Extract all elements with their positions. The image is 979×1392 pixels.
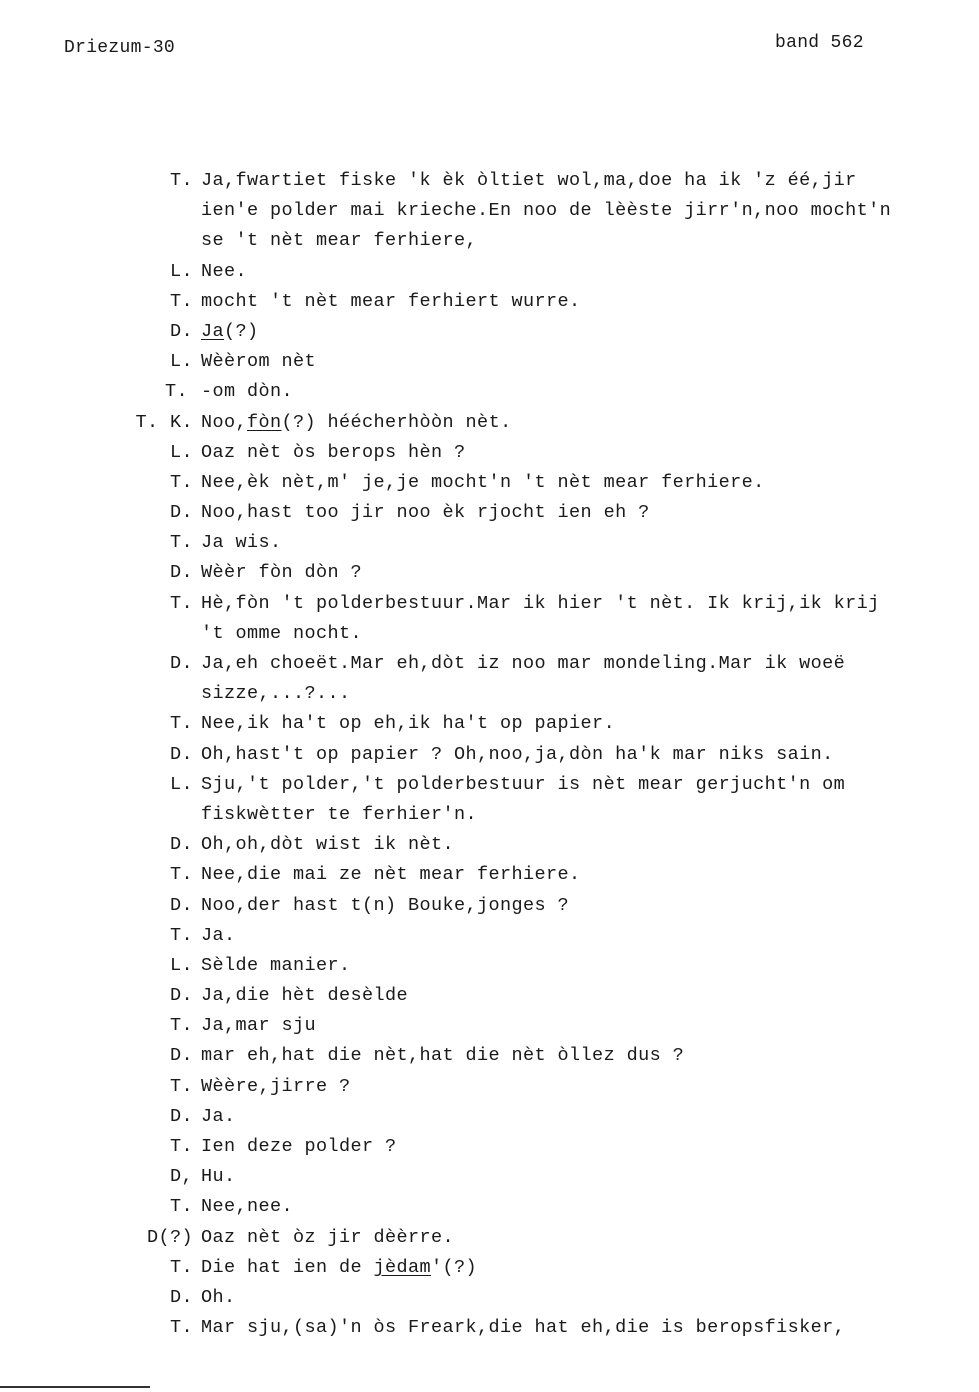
utterance-text xyxy=(201,287,581,317)
text-segment: Hè,fòn 't polderbestuur.Mar ik hier 't nèt. Ik krij,ik krij xyxy=(201,592,880,614)
text-segment: Wèèr fòn dòn ? xyxy=(201,562,363,584)
speaker-label: T. xyxy=(169,1075,193,1097)
utterance-text xyxy=(201,1102,236,1132)
transcript-line xyxy=(0,709,979,739)
utterance-text xyxy=(201,498,650,528)
transcript-line xyxy=(0,1192,979,1222)
transcript-line xyxy=(0,468,979,498)
text-segment: Ja. xyxy=(201,924,236,946)
text-segment: Wèèrom nèt xyxy=(201,351,317,373)
transcript-line xyxy=(0,498,979,528)
transcript-line xyxy=(0,226,979,256)
transcript-line xyxy=(0,1283,979,1313)
speaker-label: T. xyxy=(169,1317,193,1339)
transcript-line xyxy=(0,287,979,317)
transcript xyxy=(0,166,979,1343)
transcript-line xyxy=(0,770,979,800)
utterance-text xyxy=(201,1132,397,1162)
speaker-label: L. xyxy=(169,441,193,463)
underlined-word: jèdam xyxy=(373,1256,432,1278)
text-segment: Nee,èk nèt,m' je,je mocht'n 't nèt mear ferhiere. xyxy=(201,471,765,493)
utterance-text xyxy=(201,347,316,377)
text-segment: Noo,hast too jir noo èk rjocht ien eh ? xyxy=(201,502,650,524)
transcript-line xyxy=(0,981,979,1011)
text-segment: (?) héécherhòòn nèt. xyxy=(281,411,512,433)
text-segment: se 't nèt mear ferhiere, xyxy=(201,230,478,252)
text-segment: Noo,der hast t(n) Bouke,jonges ? xyxy=(201,894,570,916)
utterance-text xyxy=(201,679,351,709)
utterance-text xyxy=(201,226,477,256)
text-segment: Nee. xyxy=(201,260,248,282)
speaker-label: D. xyxy=(169,1105,193,1127)
speaker-label: D. xyxy=(169,502,193,524)
transcript-line xyxy=(0,951,979,981)
text-segment: ien'e polder mai krieche.En noo de lèèste jirr'n,noo mocht'n xyxy=(201,200,892,222)
transcript-line xyxy=(0,528,979,558)
speaker-label: D. xyxy=(169,320,193,342)
text-segment: Wèère,jirre ? xyxy=(201,1075,351,1097)
utterance-text xyxy=(201,830,454,860)
text-segment: -om dòn. xyxy=(201,381,294,403)
transcript-line xyxy=(0,891,979,921)
utterance-text xyxy=(201,528,282,558)
transcript-line xyxy=(0,377,979,407)
text-segment: Oh,hast't op papier ? Oh,noo,ja,dòn ha'k mar niks sain. xyxy=(201,743,834,765)
utterance-text xyxy=(201,317,259,347)
text-segment: mar eh,hat die nèt,hat die nèt òllez dus ? xyxy=(201,1045,685,1067)
text-segment: Oh. xyxy=(201,1286,236,1308)
underlined-word: Ja xyxy=(201,320,225,342)
utterance-text xyxy=(201,1072,351,1102)
text-segment: Ja,die hèt desèlde xyxy=(201,985,409,1007)
speaker-label: T. xyxy=(169,864,193,886)
speaker-label: D. xyxy=(169,894,193,916)
text-segment: Hu. xyxy=(201,1166,236,1188)
transcript-line xyxy=(0,166,979,196)
utterance-text xyxy=(201,408,512,438)
page-header-left: Driezum-30 xyxy=(64,38,176,58)
speaker-label: D(?) xyxy=(146,1226,193,1248)
speaker-label: L. xyxy=(169,954,193,976)
text-segment: Sju,'t polder,'t polderbestuur is nèt mear gerjucht'n om xyxy=(201,773,846,795)
utterance-text xyxy=(201,1162,236,1192)
transcript-line xyxy=(0,589,979,619)
transcript-line xyxy=(0,1132,979,1162)
text-segment: mocht 't nèt mear ferhiert wurre. xyxy=(201,290,581,312)
transcript-line xyxy=(0,740,979,770)
transcript-line xyxy=(0,1313,979,1343)
transcript-line xyxy=(0,1041,979,1071)
utterance-text xyxy=(201,558,362,588)
utterance-text xyxy=(201,770,845,800)
speaker-label: T. xyxy=(169,1136,193,1157)
transcript-line xyxy=(0,1253,979,1283)
transcript-line xyxy=(0,1011,979,1041)
utterance-text xyxy=(201,709,615,739)
utterance-text xyxy=(201,589,880,619)
speaker-label: D. xyxy=(169,653,193,674)
speaker-label: T. xyxy=(169,532,193,554)
utterance-text xyxy=(201,196,891,226)
text-segment: 't omme nocht. xyxy=(201,622,363,644)
utterance-text xyxy=(201,257,247,287)
transcript-line xyxy=(0,679,979,709)
utterance-text xyxy=(201,1041,684,1071)
utterance-text xyxy=(201,1011,316,1041)
text-segment: Ja. xyxy=(201,1105,236,1127)
utterance-text xyxy=(201,891,569,921)
speaker-label: T. xyxy=(169,924,193,946)
speaker-label: T. xyxy=(169,1256,193,1278)
speaker-label: D. xyxy=(169,562,193,584)
speaker-label: L. xyxy=(169,773,193,795)
speaker-label: T. xyxy=(169,170,193,191)
transcript-line xyxy=(0,438,979,468)
utterance-text xyxy=(201,1253,477,1283)
text-segment: Ja,fwartiet fiske 'k èk òltiet wol,ma,doe ha ik 'z éé,jir xyxy=(201,170,857,191)
text-segment: Oaz nèt òz jir dèèrre. xyxy=(201,1226,455,1248)
speaker-label: L. xyxy=(169,260,193,282)
speaker-label: D. xyxy=(169,1286,193,1308)
transcript-line xyxy=(0,558,979,588)
utterance-text xyxy=(201,951,351,981)
text-segment: Die hat ien de xyxy=(201,1256,374,1278)
transcript-line xyxy=(0,1072,979,1102)
transcript-line xyxy=(0,619,979,649)
transcript-line xyxy=(0,1162,979,1192)
text-segment: Oh,oh,dòt wist ik nèt. xyxy=(201,834,455,856)
transcript-line xyxy=(0,649,979,679)
text-segment: Noo, xyxy=(201,411,248,433)
speaker-label: D. xyxy=(169,1045,193,1067)
utterance-text xyxy=(201,166,857,196)
utterance-text xyxy=(201,1283,236,1313)
utterance-text xyxy=(201,649,845,679)
utterance-text xyxy=(201,921,236,951)
transcript-line xyxy=(0,347,979,377)
speaker-label: T. xyxy=(169,1015,193,1037)
transcript-line xyxy=(0,830,979,860)
text-segment: fiskwètter te ferhier'n. xyxy=(201,803,478,825)
speaker-label: D. xyxy=(169,743,193,765)
transcript-line xyxy=(0,1102,979,1132)
speaker-label: T. xyxy=(169,1196,193,1218)
speaker-label: T. K. xyxy=(135,411,193,433)
utterance-text xyxy=(201,1313,845,1343)
transcript-line xyxy=(0,860,979,890)
utterance-text xyxy=(201,377,293,407)
utterance-text xyxy=(201,1223,454,1253)
text-segment: Ja wis. xyxy=(201,532,282,554)
utterance-text xyxy=(201,468,765,498)
utterance-text xyxy=(201,619,362,649)
speaker-label: L. xyxy=(169,351,193,373)
transcript-line xyxy=(0,408,979,438)
transcript-line xyxy=(0,257,979,287)
speaker-label: T. xyxy=(169,713,193,735)
text-segment: Ien deze polder ? xyxy=(201,1136,397,1157)
text-segment: Nee,nee. xyxy=(201,1196,294,1218)
utterance-text xyxy=(201,981,408,1011)
text-segment: sizze,...?... xyxy=(201,683,351,705)
transcript-line xyxy=(0,317,979,347)
transcript-line xyxy=(0,921,979,951)
transcript-line xyxy=(0,196,979,226)
utterance-text xyxy=(201,740,834,770)
speaker-label: D. xyxy=(169,985,193,1007)
speaker-label: D, xyxy=(169,1166,193,1188)
utterance-text xyxy=(201,860,581,890)
speaker-label: T. xyxy=(169,290,193,312)
text-segment: Nee,ik ha't op eh,ik ha't op papier. xyxy=(201,713,616,735)
text-segment: Ja,mar sju xyxy=(201,1015,317,1037)
text-segment: Sèlde manier. xyxy=(201,954,351,976)
text-segment: Ja,eh choeët.Mar eh,dòt iz noo mar mondeling.Mar ik woeë xyxy=(201,653,846,674)
utterance-text xyxy=(201,800,477,830)
text-segment: Nee,die mai ze nèt mear ferhiere. xyxy=(201,864,581,886)
speaker-label: T. xyxy=(169,592,193,614)
speaker-label: D. xyxy=(169,834,193,856)
underlined-word: fòn xyxy=(247,411,282,433)
text-segment: Mar sju,(sa)'n òs Freark,die hat eh,die is beropsfisker, xyxy=(201,1317,846,1339)
page-header-right: band 562 xyxy=(775,33,864,53)
footer-rule xyxy=(0,1386,150,1388)
text-segment: '(?) xyxy=(431,1256,478,1278)
transcript-line xyxy=(0,1223,979,1253)
transcript-line xyxy=(0,800,979,830)
speaker-label: T. xyxy=(165,381,189,403)
utterance-text xyxy=(201,1192,293,1222)
utterance-text xyxy=(201,438,466,468)
text-segment: (?) xyxy=(224,320,259,342)
text-segment: Oaz nèt òs berops hèn ? xyxy=(201,441,466,463)
speaker-label: T. xyxy=(169,471,193,493)
